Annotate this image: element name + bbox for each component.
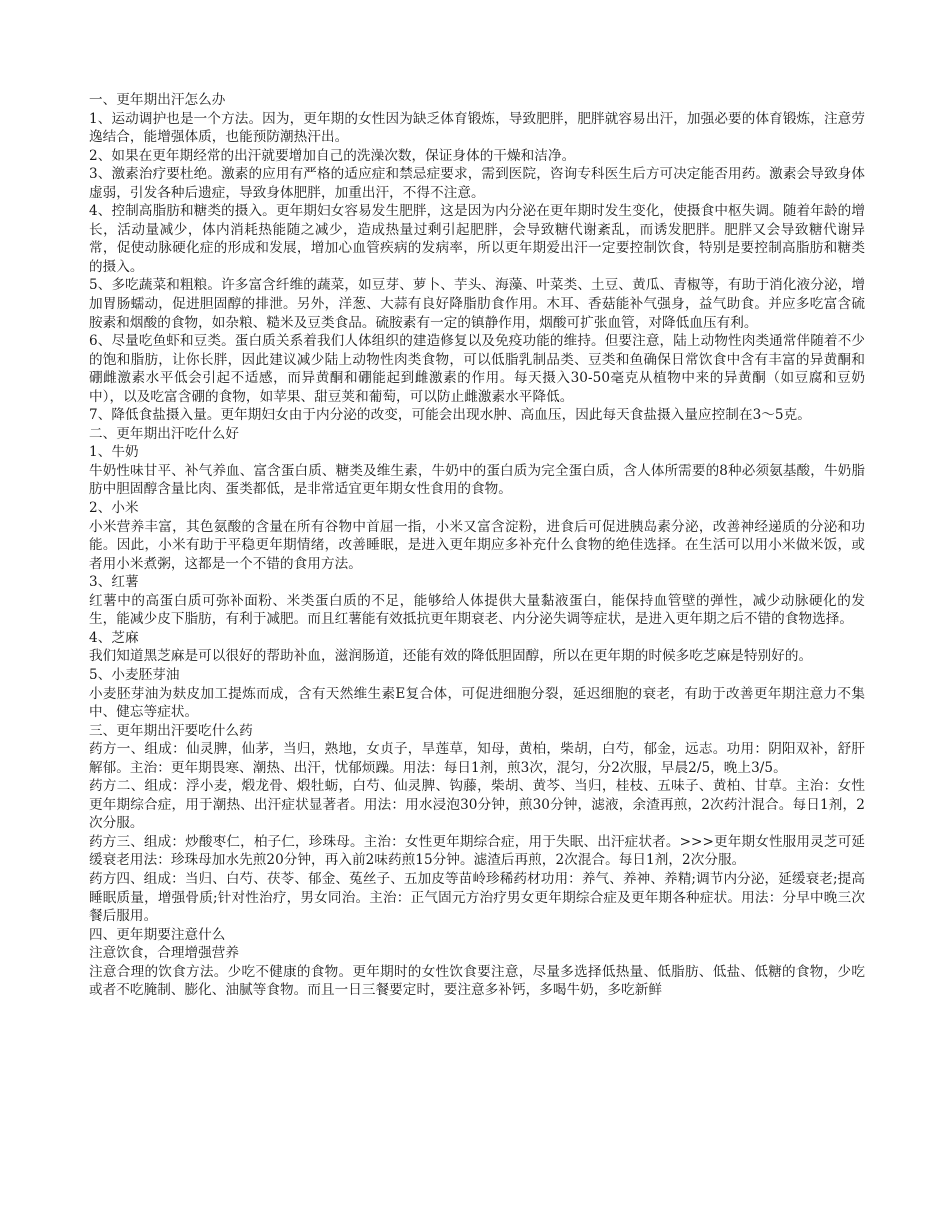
- paragraph: 药方二、组成：浮小麦，煅龙骨、煅牡蛎，白芍、仙灵脾、钩藤，柴胡、黄芩、当归，桂枝、五味子、黄柏、甘草。主治：女性更年期综合症，用于潮热、出汗症状显著者。用法：用水浸泡30分钟，煎30分钟，滤液，余渣再煎，2次药汁混合。每日1剂，2次分服。: [89, 778, 865, 832]
- subheading: 3、红薯: [89, 574, 139, 591]
- article-body: [89, 91, 865, 1000]
- paragraph: 5、多吃蔬菜和粗粮。许多富含纤维的蔬菜，如豆芽、萝卜、芋头、海藻、叶菜类、土豆、黄瓜、青椒等，有助于消化液分泌，增加胃肠蠕动，促进胆固醇的排泄。另外，洋葱、大蒜有良好降脂肋食作用。木耳、香菇能补气强身，益气助食。并应多吃富含硫胺素和烟酸的食物，如杂粮、糙米及豆类食品。硫胺素有一定的镇静作用，烟酸可扩张血管，对降低血压有利。: [89, 277, 865, 331]
- section-heading: 二、更年期出汗吃什么好: [89, 425, 240, 442]
- paragraph: 3、激素治疗要杜绝。激素的应用有严格的适应症和禁忌症要求，需到医院，咨询专科医生后方可决定能否用药。激素会导致身体虚弱，引发各种后遗症，导致身体肥胖，加重出汗，不得不注意。: [89, 166, 865, 201]
- paragraph: 药方一、组成：仙灵脾，仙茅，当归，熟地，女贞子，旱莲草，知母，黄柏，柴胡，白芍，郁金，远志。功用：阴阳双补，舒肝解郁。主治：更年期畏寒、潮热、出汗，忧郁烦躁。用法：每日1剂，煎3次，混匀，分2次服，早晨2/5，晚上3/5。: [89, 741, 865, 776]
- section-heading: 一、更年期出汗怎么办: [89, 92, 226, 108]
- subheading: 2、小米: [89, 500, 139, 517]
- paragraph: 2、如果在更年期经常的出汗就要增加自己的洗澡次数，保证身体的干燥和洁净。: [89, 147, 576, 164]
- paragraph: 小米营养丰富，其色氨酸的含量在所有谷物中首屈一指，小米又富含淀粉，进食后可促进胰岛素分泌，改善神经递质的分泌和功能。因此，小米有助于平稳更年期情绪，改善睡眠，是进入更年期应多补充什么食物的绝佳选择。在生活可以用小米做米饭，或者用小米煮粥，这都是一个不错的食用方法。: [89, 518, 865, 572]
- paragraph: 7、降低食盐摄入量。更年期妇女由于内分泌的改变，可能会出现水肿、高血压，因此每天食盐摄入量应控制在3～5克。: [89, 407, 811, 424]
- paragraph: 红薯中的高蛋白质可弥补面粉、米类蛋白质的不足，能够给人体提供大量黏液蛋白，能保持血管壁的弹性，减少动脉硬化的发生，能减少皮下脂肪，有利于减肥。而且红薯能有效抵抗更年期衰老、内分泌失调等症状，是进入更年期之后不错的食物选择。: [89, 592, 865, 628]
- subheading: 4、芝麻: [89, 629, 139, 646]
- section-heading: 四、更年期要注意什么: [89, 926, 226, 943]
- paragraph: 1、运动调护也是一个方法。因为，更年期的女性因为缺乏体育锻炼，导致肥胖，肥胖就容易出汗，加强必要的体育锻炼，注意劳逸结合，能增强体质，也能预防潮热汗出。: [89, 110, 865, 146]
- paragraph: 我们知道黑芝麻是可以很好的帮助补血，滋润肠道，还能有效的降低胆固醇，所以在更年期的时候多吃芝麻是特别好的。: [89, 648, 813, 665]
- paragraph: 药方三、组成：炒酸枣仁，柏子仁，珍珠母。主治：女性更年期综合症，用于失眠、出汗症状者。>>>更年期女性服用灵芝可延缓衰老用法：珍珠母加水先煎20分钟，再入前2味药煎15分钟。滤渣后再煎，2次混合。每日1剂，2次分服。: [89, 833, 865, 869]
- subheading: 1、牛奶: [89, 444, 139, 461]
- section-heading: 三、更年期出汗要吃什么药: [89, 722, 253, 739]
- subheading: 5、小麦胚芽油: [89, 666, 180, 683]
- paragraph: 药方四、组成：当归、白芍、茯苓、郁金、菟丝子、五加皮等苗岭珍稀药材功用：养气、养神、养精;调节内分泌，延缓衰老;提高睡眠质量，增强骨质;针对性治疗，男女同治。主治：正气固元方治疗男女更年期综合症及更年期各种症状。用法：分早中晚三次餐后服用。: [89, 870, 865, 925]
- paragraph: 牛奶性味甘平、补气养血、富含蛋白质、糖类及维生素，牛奶中的蛋白质为完全蛋白质，含人体所需要的8种必须氨基酸，牛奶脂肪中胆固醇含量比肉、蛋类都低，是非常适宜更年期女性食用的食物。: [89, 462, 865, 498]
- paragraph: 6、尽量吃鱼虾和豆类。蛋白质关系着我们人体组织的建造修复以及免疫功能的维持。但要注意，陆上动物性肉类通常伴随着不少的饱和脂肪，让你长胖，因此建议减少陆上动物性肉类食物，可以低脂乳制品类、豆类和鱼确保日常饮食中含有丰富的异黄酮和硼雌激素水平低会引起不适感，而异黄酮和硼能起到雌激素的作用。每天摄入30-50毫克从植物中来的异黄酮（如豆腐和豆奶中），以及吃富含硼的食物，如苹果、甜豆荚和葡萄，可以防止雌激素水平降低。: [89, 333, 865, 405]
- paragraph: 注意合理的饮食方法。少吃不健康的食物。更年期时的女性饮食要注意，尽量多选择低热量、低脂肪、低盐、低糖的食物，少吃或者不吃腌制、膨化、油腻等食物。而且一日三餐要定时，要注意多补钙，多喝牛奶，多吃新鲜: [89, 963, 865, 999]
- subheading: 注意饮食，合理增强营养: [89, 945, 240, 962]
- paragraph: 4、控制高脂肪和糖类的摄入。更年期妇女容易发生肥胖，这是因为内分泌在更年期时发生变化，使摄食中枢失调。随着年龄的增长，活动量减少，体内消耗热能随之减少，造成热量过剩引起肥胖，会导致糖代谢紊乱，而诱发肥胖。肥胖又会导致糖代谢异常，促使动脉硬化症的形成和发展，增加心血管疾病的发病率，所以更年期爱出汗一定要控制饮食，特别是要控制高脂肪和糖类的摄入。: [89, 203, 865, 275]
- paragraph: 小麦胚芽油为麸皮加工提炼而成，含有天然维生素E复合体，可促进细胞分裂，延迟细胞的衰老，有助于改善更年期注意力不集中、健忘等症状。: [89, 685, 865, 721]
